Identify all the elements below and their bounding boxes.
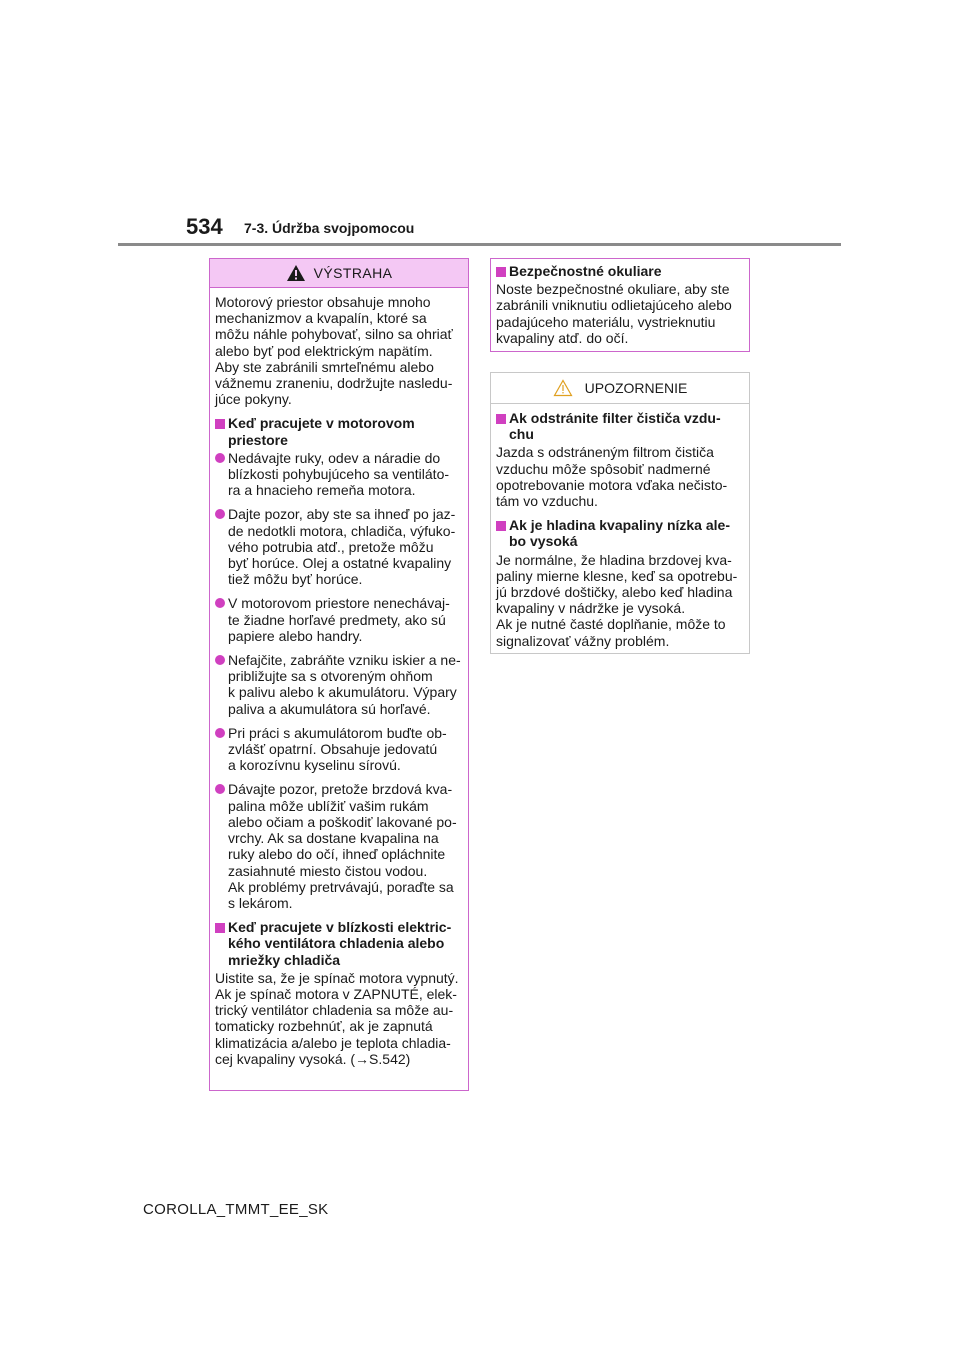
bullet-item (215, 725, 463, 774)
text-line: k palivu alebo k akumulátoru. Výpary (228, 684, 457, 701)
text-line: kvapaliny atď. do očí. (496, 329, 629, 346)
text-line: papiere alebo handry. (228, 627, 363, 644)
text-line: paliva a akumulátora sú horľavé. (228, 700, 431, 717)
text-line: Ak je nutné časté doplňanie, môže to (496, 616, 726, 633)
text-line: zabránili vniknutiu odlietajúceho alebo (496, 297, 732, 314)
text-line: Keď pracujete v motorovom (228, 415, 415, 432)
text-line: priestore (228, 431, 288, 448)
text-line: blízkosti pohybujúceho sa ventiláto- (228, 466, 450, 483)
caution-triangle-icon (553, 379, 573, 397)
text-line: Pri práci s akumulátorom buďte ob- (228, 724, 447, 741)
text-line: Ak je spínač motora v ZAPNUTÉ, elek- (215, 985, 457, 1002)
text-line: vého potrubia atď., pretože môžu (228, 538, 434, 555)
text-line: Noste bezpečnostné okuliare, aby ste (496, 281, 730, 298)
text-line: môžu náhle pohybovať, silno sa ohriať (215, 326, 453, 343)
text-line: ra a hnacieho remeňa motora. (228, 482, 416, 499)
cooling-fan-text (215, 970, 463, 1067)
text-line: tám vo vzduchu. (496, 493, 598, 510)
text-line: Ak je hladina kvapaliny nízka ale- (509, 517, 730, 534)
section-heading-engine-room (215, 415, 463, 447)
text-line: alebo byť pod elektrickým napätím. (215, 342, 433, 359)
text-line: zasiahnuté miesto čistou vodou. (228, 862, 428, 879)
text-line: Je normálne, že hladina brzdovej kva- (496, 551, 732, 568)
text-line: a korozívnu kyselinu sírovú. (228, 757, 401, 774)
text-line: približujte sa s otvoreným ohňom (228, 668, 433, 685)
text-line: de nedotkli motora, chladiča, výfuko- (228, 522, 456, 539)
text-line: Uistite sa, že je spínač motora vypnutý. (215, 969, 459, 986)
notice-box (490, 372, 750, 654)
section-heading-safety-glasses (496, 263, 744, 279)
text-line: klimatizácia a/alebo je teplota chladia- (215, 1034, 451, 1051)
text-line: vrchy. Ak sa dostane kvapalina na (228, 830, 439, 847)
text-line: Aby ste zabránili smrteľnému alebo (215, 358, 434, 375)
notice-title: UPOZORNENIE (584, 379, 688, 396)
section-heading-fluid-level (496, 517, 744, 549)
text-line: vážnemu zraneniu, dodržujte nasledu- (215, 375, 453, 392)
warning-triangle-icon (286, 264, 306, 282)
text-line: V motorovom priestore nenechávaj- (228, 595, 450, 612)
text-line: mriežky chladiča (228, 951, 341, 968)
text-line: Nefajčite, zabráňte vzniku iskier a ne- (228, 652, 461, 669)
warning-title: VÝSTRAHA (313, 264, 393, 281)
text-line: kvapaliny v nádržke je vysoká. (496, 600, 686, 617)
warning-box (209, 258, 469, 1091)
text-line: padajúceho materiálu, vystrieknutiu (496, 313, 716, 330)
text-line: Keď pracujete v blízkosti elektric- (228, 919, 452, 936)
text-line: trický ventilátor chladenia sa môže au- (215, 1002, 454, 1019)
text-line: Nedávajte ruky, odev a náradie do (228, 449, 441, 466)
safety-glasses-box (490, 258, 750, 352)
text-line: alebo očiam a poškodiť lakované po- (228, 813, 457, 830)
text-line: Dávajte pozor, pretože brzdová kva- (228, 781, 453, 798)
text-line: bo vysoká (509, 533, 578, 550)
text-line: mechanizmov a kvapalín, ktoré sa (215, 310, 427, 327)
bullet-item (215, 652, 463, 717)
text-line: tomaticky rozbehnúť, ak je zapnutá (215, 1018, 433, 1035)
text-line: kého ventilátora chladenia alebo (228, 935, 445, 952)
text-line: Ak problémy pretrvávajú, poraďte sa (228, 878, 454, 895)
text-line: chu (509, 426, 534, 443)
text-line: paliny mierne klesne, keď sa opotrebu- (496, 567, 738, 584)
text-line: cej kvapaliny vysoká. (→S.542) (215, 1050, 411, 1067)
section-heading-air-filter (496, 410, 744, 442)
bullet-item (215, 450, 463, 499)
text-line: palina môže ublížiť vašim rukám (228, 797, 429, 814)
text-line: jú brzdové doštičky, alebo keď hladina (496, 584, 733, 601)
notice-header (491, 373, 749, 404)
text-line: Ak odstránite filter čističa vzdu- (509, 410, 721, 426)
text-line: zvlášť opatrní. Obsahuje jedovatú (228, 741, 438, 758)
fluid-level-text (496, 552, 744, 649)
text-line: te žiadne horľavé predmety, ako sú (228, 611, 446, 628)
text-line: ruky alebo do očí, ihneď opláchnite (228, 846, 446, 863)
text-line: s lekárom. (228, 894, 293, 911)
safety-glasses-text (496, 281, 744, 346)
text-line: Bezpečnostné okuliare (509, 263, 662, 279)
bullet-item (215, 595, 463, 644)
page-number: 534 (186, 214, 223, 239)
bullet-item (215, 506, 463, 587)
air-filter-text (496, 444, 744, 509)
bullet-item (215, 781, 463, 911)
text-line: Motorový priestor obsahuje mnoho (215, 294, 431, 310)
text-line: byť horúce. Olej a ostatné kvapaliny (228, 555, 452, 572)
warning-header (210, 259, 468, 288)
text-line: tiež môžu byť horúce. (228, 571, 363, 588)
header-rule (118, 243, 841, 246)
warning-intro (215, 294, 463, 407)
section-heading-cooling-fan (215, 919, 463, 968)
section-title: 7-3. Údržba svojpomocou (244, 220, 415, 236)
text-line: opotrebovanie motora vďaka nečisto- (496, 476, 728, 493)
text-line: Dajte pozor, aby ste sa ihneď po jaz- (228, 506, 456, 523)
text-line: signalizovať vážny problém. (496, 632, 670, 649)
document-code: COROLLA_TMMT_EE_SK (143, 1201, 329, 1218)
text-line: júce pokyny. (215, 391, 292, 408)
text-line: Jazda s odstráneným filtrom čističa (496, 444, 714, 461)
text-line: vzduchu môže spôsobiť nadmerné (496, 460, 711, 477)
